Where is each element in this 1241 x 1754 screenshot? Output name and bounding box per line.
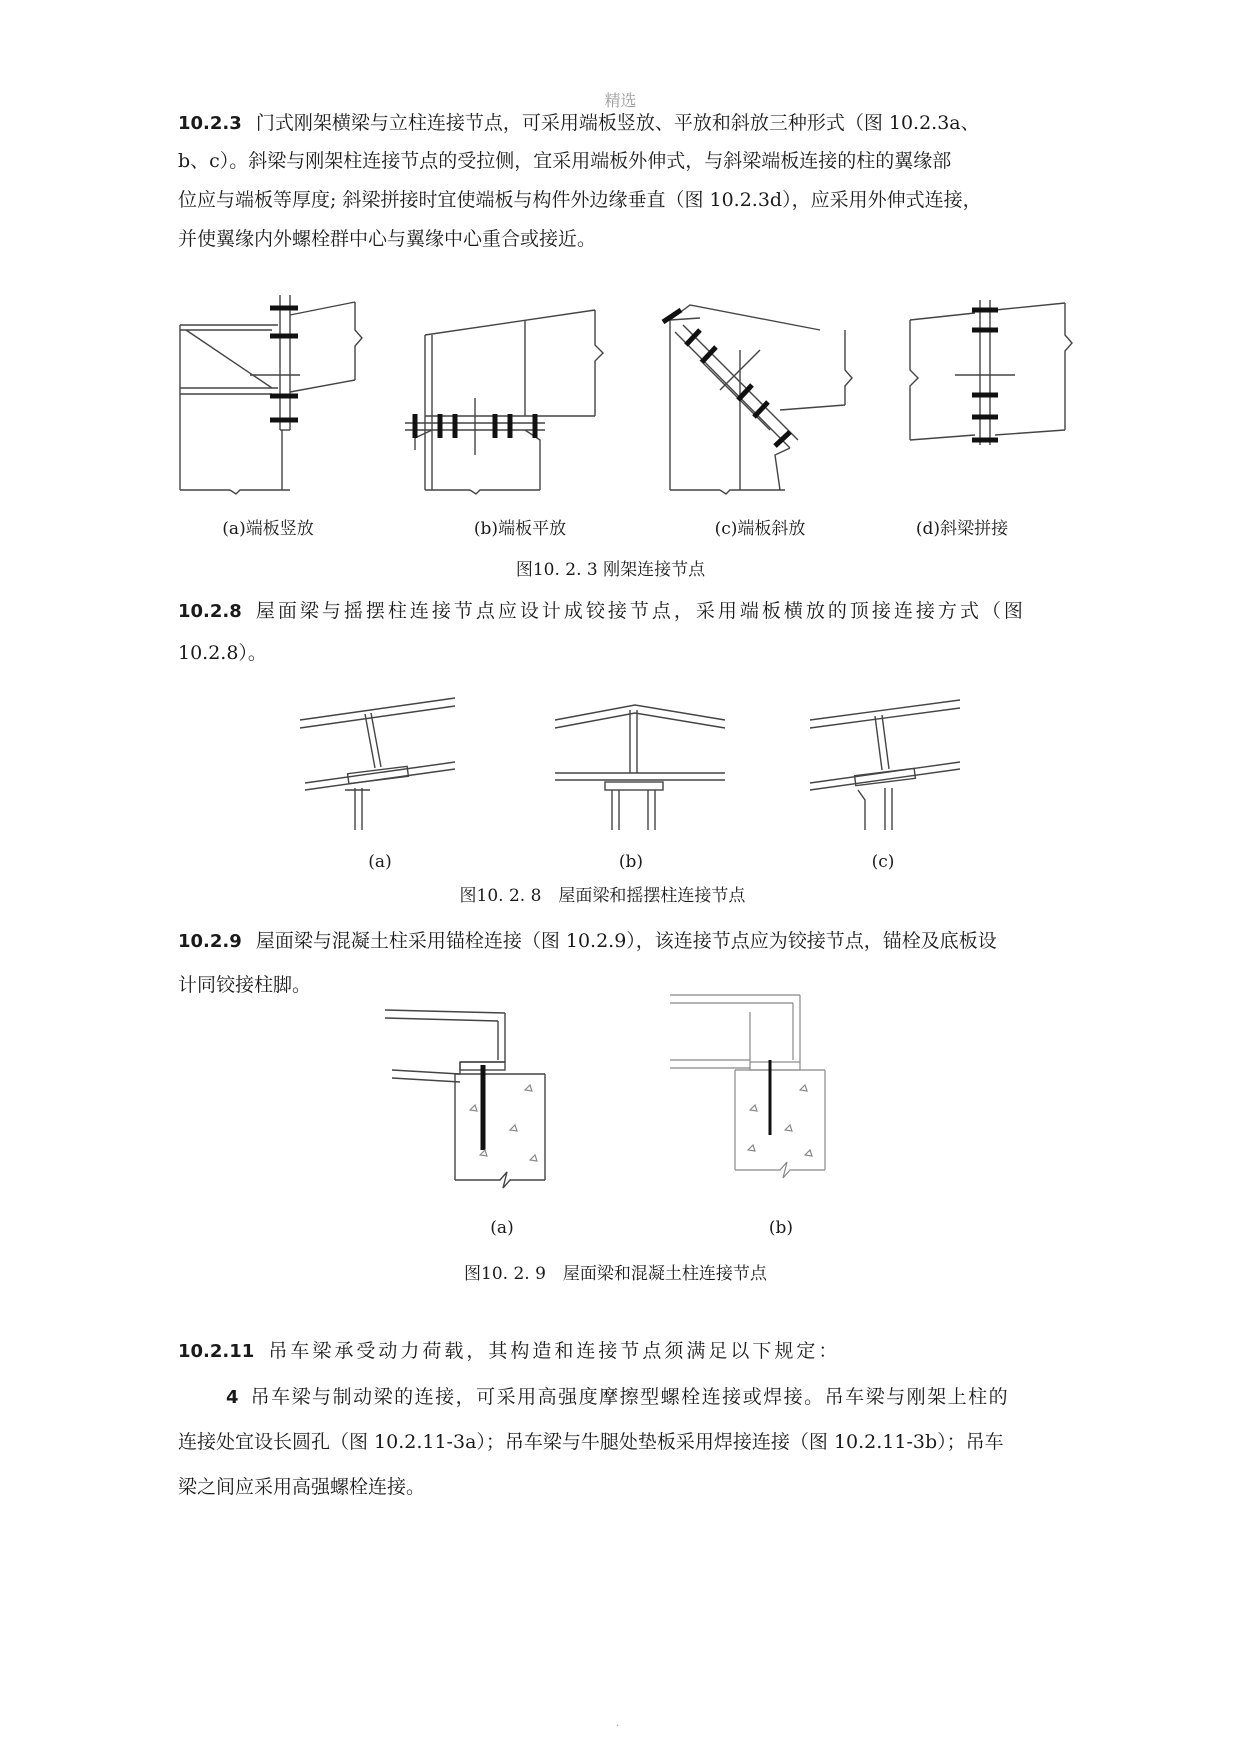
drawing-c-pinned-top-connection <box>810 700 960 830</box>
figure-caption-c: (c) <box>871 852 895 872</box>
paragraph-line: 位应与端板等厚度; 斜梁拼接时宜使端板与构件外边缘垂直（图 10.2.3d），应采用外伸式连接， <box>178 189 982 211</box>
figure-title-10-2-8: 图10. 2. 8 屋面梁和摇摆柱连接节点 <box>459 886 746 906</box>
paragraph-line: 并使翼缘内外螺栓群中心与翼缘中心重合或接近。 <box>178 228 597 250</box>
figure-caption-b: (b) <box>768 1218 794 1238</box>
drawing-d-beam-splice <box>910 300 1072 445</box>
clause-number: 10.2.3 <box>178 113 242 134</box>
drawing-a-concrete-column-connection <box>385 1010 545 1188</box>
paragraph-line: 门式刚架横梁与立柱连接节点，可采用端板竖放、平放和斜放三种形式（图 10.2.3a、 <box>255 112 980 134</box>
figure-caption-a: (a) <box>490 1218 514 1238</box>
figure-10-2-8-drawings <box>0 690 1241 840</box>
paragraph-line: 梁之间应采用高强螺栓连接。 <box>178 1476 426 1498</box>
drawing-a-end-plate-vertical <box>180 295 362 494</box>
drawing-b-end-plate-flat <box>405 310 603 494</box>
paragraph-line: 屋面梁与摇摆柱连接节点应设计成铰接节点，采用端板横放的顶接连接方式（图 <box>255 600 1026 622</box>
figure-10-2-9-drawings <box>0 990 1241 1190</box>
paragraph-line: b、c）。斜梁与刚架柱连接节点的受拉侧，宜采用端板外伸式，与斜梁端板连接的柱的翼缘部 <box>178 150 952 172</box>
figure-caption-b: (b) <box>618 852 644 872</box>
figure-caption-a: (a) <box>368 852 392 872</box>
drawing-b-concrete-column-connection <box>670 995 825 1178</box>
paragraph-line: 吊车梁与制动梁的连接，可采用高强度摩擦型螺栓连接或焊接。吊车梁与刚架上柱的 <box>250 1386 1010 1408</box>
figure-10-2-3-drawings <box>0 280 1241 500</box>
clause-number: 10.2.9 <box>178 931 242 952</box>
paragraph-line: 计同铰接柱脚。 <box>178 974 312 996</box>
clause-number: 10.2.11 <box>178 1341 255 1362</box>
item-number: 4 <box>226 1387 239 1408</box>
paragraph-10-2-3 <box>178 108 1063 258</box>
paragraph-line: 连接处宜设长圆孔（图 10.2.11-3a）；吊车梁与牛腿处垫板采用焊接连接（图 10.2.11-3b）；吊车 <box>178 1431 1004 1453</box>
figure-caption-a: (a)端板竖放 <box>222 519 314 539</box>
page-footer-dot: . <box>616 1718 620 1729</box>
figure-caption-d: (d)斜梁拼接 <box>915 519 1009 539</box>
figure-title-10-2-3: 图10. 2. 3 刚架连接节点 <box>515 560 706 580</box>
paragraph-line: 吊车梁承受动力荷载，其构造和连接节点须满足以下规定： <box>268 1340 841 1362</box>
clause-number: 10.2.8 <box>178 601 242 622</box>
drawing-c-end-plate-diagonal <box>663 305 852 494</box>
figure-title-10-2-9: 图10. 2. 9 屋面梁和混凝土柱连接节点 <box>464 1264 767 1284</box>
drawing-a-pinned-top-connection <box>300 698 455 830</box>
figure-caption-b: (b)端板平放 <box>473 519 567 539</box>
drawing-b-pinned-top-connection <box>555 705 725 830</box>
paragraph-10-2-8 <box>178 596 1063 676</box>
paragraph-line: 10.2.8）。 <box>178 642 267 664</box>
paragraph-line: 屋面梁与混凝土柱采用锚栓连接（图 10.2.9），该连接节点应为铰接节点，锚栓及底板设 <box>255 930 997 952</box>
paragraph-10-2-11 <box>178 1336 1063 1516</box>
page-header: 精选 <box>604 91 637 110</box>
figure-caption-c: (c)端板斜放 <box>714 519 806 539</box>
